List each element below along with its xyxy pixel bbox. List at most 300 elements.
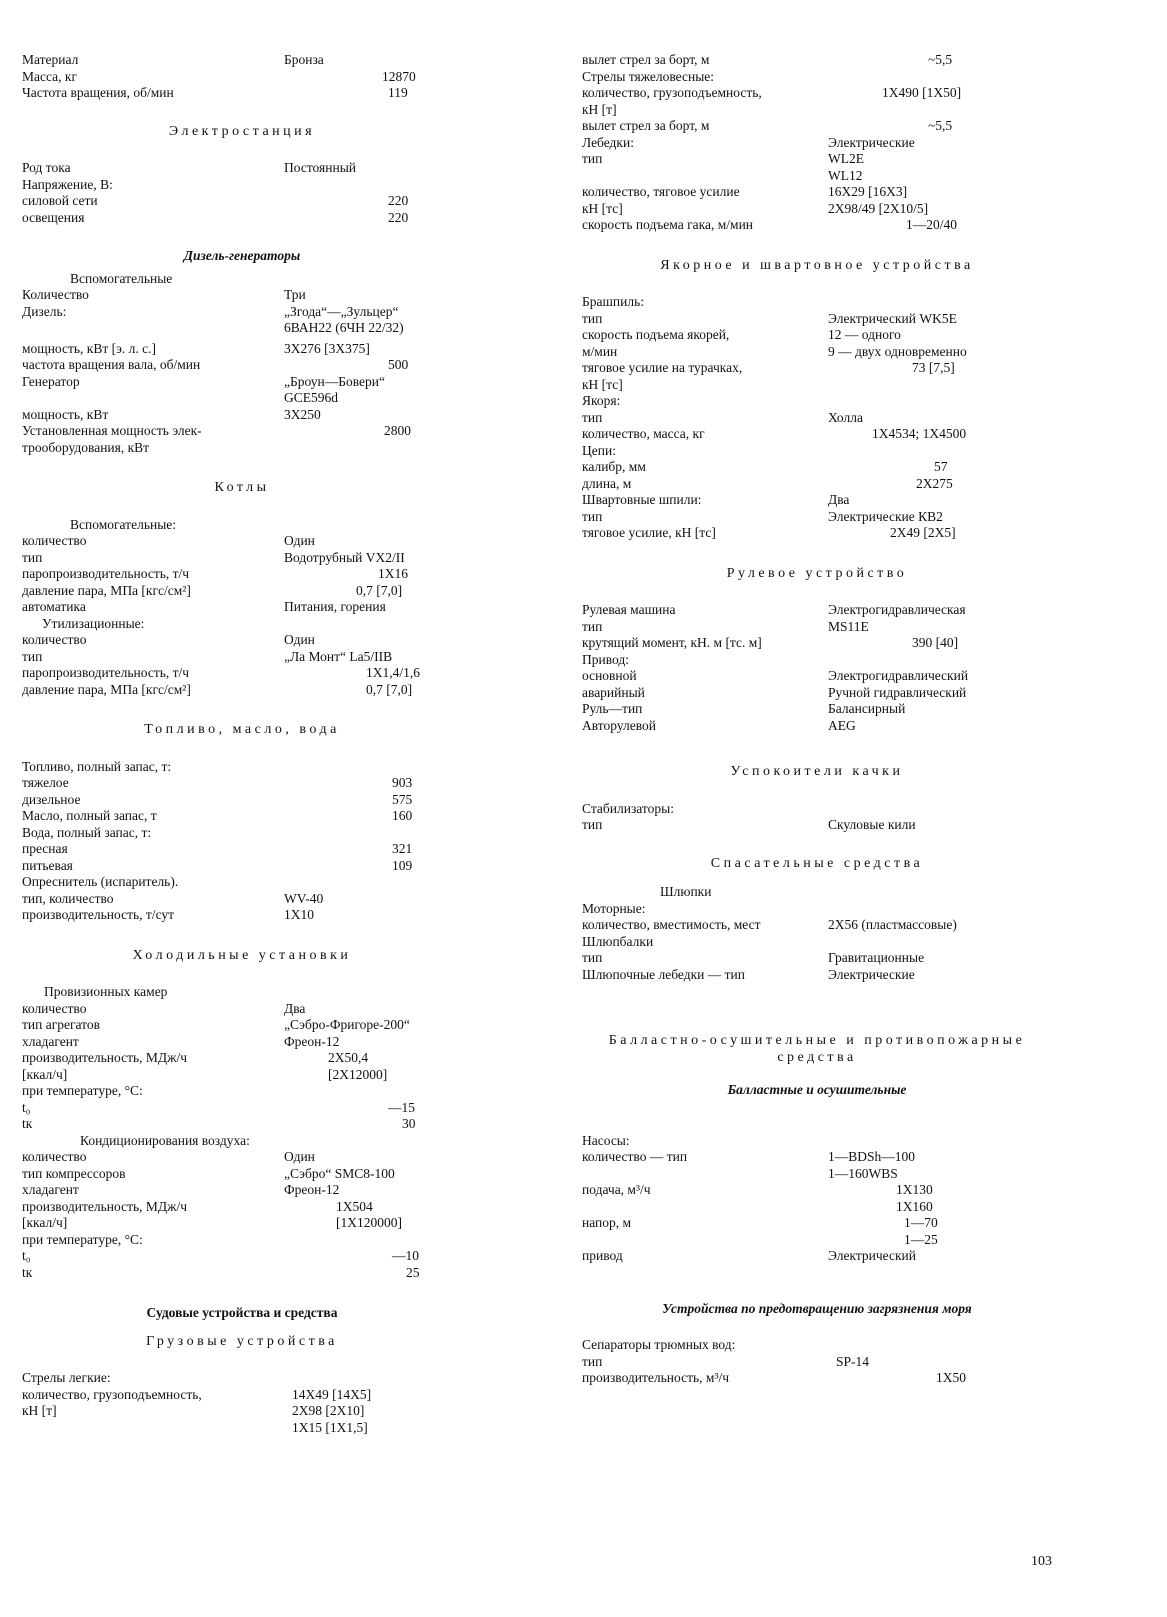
spec-value: 3Х276 [3Х375]: [284, 340, 370, 356]
spec-row: [582, 360, 1052, 377]
spec-label: tк: [22, 1116, 33, 1131]
spec-row: [22, 357, 462, 374]
section-heading: Рулевое устройство: [726, 565, 908, 581]
spec-label: t₀: [22, 1248, 31, 1263]
spec-row: [22, 1001, 462, 1018]
spec-label: [ккал/ч]: [22, 1066, 68, 1082]
spec-label: Руль—тип: [582, 701, 643, 716]
spec-value: 1—160WBS: [828, 1165, 898, 1181]
spec-label: количество, масса, кг: [582, 426, 705, 441]
spec-value: 12870: [382, 68, 416, 84]
spec-value: 1Х50: [936, 1370, 966, 1385]
spec-row: [22, 874, 462, 891]
spec-label: давление пара, МПа [кгс/см²]: [22, 681, 191, 697]
spec-value: 1Х504: [336, 1198, 373, 1214]
spec-value: 2Х275: [916, 475, 953, 491]
spec-row: [582, 509, 1052, 526]
spec-label: хладагент: [22, 1033, 79, 1049]
spec-value: 25: [406, 1264, 420, 1280]
spec-value: 1Х160: [896, 1198, 933, 1214]
spec-label: вылет стрел за борт, м: [582, 52, 710, 67]
spec-label: трооборудования, кВт: [22, 439, 150, 455]
spec-label: Генератор: [22, 373, 80, 389]
spec-value: 1—25: [904, 1231, 938, 1247]
spec-row: [582, 1232, 1052, 1249]
spec-value: 1Х1,4/1,6: [366, 665, 420, 680]
spec-value: MS11E: [828, 618, 869, 634]
spec-value: 119: [388, 85, 408, 100]
spec-label: Количество: [22, 287, 89, 302]
spacer: [582, 734, 1052, 764]
spec-label: производительность, МДж/ч: [22, 1198, 187, 1214]
spec-value: „Сэбро“ SMC8-100: [284, 1165, 395, 1181]
spec-value: Водотрубный VX2/II: [284, 549, 405, 565]
spec-value: 1—20/40: [906, 217, 958, 232]
spec-value: 220: [388, 193, 409, 208]
spec-row: [22, 682, 462, 699]
spec-value: WV-40: [284, 890, 324, 906]
spec-label: Шлюпбалки: [582, 933, 654, 949]
section-heading: Устройства по предотвращению загрязнения моря: [662, 1300, 972, 1316]
spec-row: [582, 1370, 1052, 1387]
spec-row: [582, 685, 1052, 702]
spec-row: [22, 1420, 462, 1437]
spec-row: [582, 1337, 1052, 1354]
spec-row: [22, 583, 462, 600]
spec-row: [22, 759, 462, 776]
spec-row: [582, 443, 1052, 460]
spec-label: Напряжение, В:: [22, 176, 113, 192]
spec-label: Вода, полный запас, т:: [22, 824, 152, 840]
spec-row: [22, 775, 462, 792]
spec-label: количество, вместимость, мест: [582, 917, 761, 932]
spec-label: Стрелы легкие:: [22, 1370, 111, 1385]
spec-row: [22, 1034, 462, 1051]
spacer: [582, 1099, 1052, 1133]
spec-label: [582, 1166, 1052, 1183]
spec-label: паропроизводительность, т/ч: [22, 665, 190, 680]
spec-label: силовой сети: [22, 193, 98, 208]
spec-label: длина, м: [582, 475, 632, 491]
spec-row: [582, 201, 1052, 218]
spec-value: 0,7 [7,0]: [356, 582, 403, 598]
spec-row: [582, 344, 1052, 361]
spec-row: [22, 1232, 462, 1249]
spec-value: Три: [284, 287, 306, 302]
spec-value: ~5,5: [928, 52, 953, 67]
spec-value: AEG: [828, 717, 856, 733]
spec-label: Шлюпки: [660, 884, 712, 899]
spec-value: 3Х250: [284, 406, 321, 422]
spec-row: [582, 967, 1052, 984]
spec-row: [22, 304, 462, 321]
spec-label: tк: [22, 1264, 33, 1280]
spec-row: [582, 52, 1052, 69]
spec-row: [582, 135, 1052, 152]
spec-row: [22, 841, 462, 858]
spec-value: 2Х98 [2Х10]: [292, 1403, 365, 1418]
spec-label: Лебедки:: [582, 134, 634, 150]
spec-value: Бронза: [284, 52, 324, 67]
spec-label: [582, 1199, 1052, 1216]
spec-value: Электрогидравлическая: [828, 602, 966, 617]
spec-label: количество: [22, 1149, 87, 1164]
spacer: [22, 1322, 462, 1334]
spec-row: [582, 934, 1052, 951]
spec-label: м/мин: [582, 343, 618, 359]
spec-label: тяговое усилие, кН [тс]: [582, 525, 716, 540]
spec-value: 14Х49 [14Х5]: [292, 1386, 372, 1402]
spacer: [22, 739, 462, 759]
spec-value: „Згода“—„Зульцер“: [284, 303, 399, 319]
spec-row: [22, 177, 462, 194]
spec-row: [22, 1370, 462, 1387]
spec-value: ~5,5: [928, 118, 953, 133]
spacer: [582, 1066, 1052, 1082]
spec-value: 12 — одного: [828, 327, 901, 342]
spec-row: [582, 1182, 1052, 1199]
spacer: [582, 542, 1052, 566]
spec-row: [22, 1149, 462, 1166]
spec-row: [582, 635, 1052, 652]
spec-row: [582, 817, 1052, 834]
spec-label: автоматика: [22, 599, 86, 614]
spec-label: Авторулевой: [582, 717, 656, 733]
spec-label: тип: [582, 950, 603, 965]
spec-row: [582, 1215, 1052, 1232]
spec-row: [22, 1100, 462, 1117]
spec-row: [22, 1403, 462, 1420]
spacer: [22, 140, 462, 160]
spec-label: [582, 1232, 1052, 1249]
spec-label: Стрелы тяжеловесные:: [582, 68, 715, 84]
section-heading: Электростанция: [168, 123, 316, 139]
spec-label: Вспомогательные:: [70, 516, 177, 532]
spec-row: [22, 858, 462, 875]
spec-row: [22, 271, 462, 288]
spec-value: Питания, горения: [284, 599, 386, 614]
spec-row: [582, 217, 1052, 234]
spec-row: [582, 151, 1052, 168]
spacer: [22, 1281, 462, 1305]
spec-value: [1Х120000]: [336, 1215, 402, 1230]
spec-value: 6ВАН22 (6ЧН 22/32): [284, 320, 404, 335]
spec-value: Электрический WK5E: [828, 310, 957, 326]
spacer: [22, 964, 462, 984]
spec-value: „Ла Монт“ La5/IIB: [284, 648, 393, 664]
spec-label: тип, количество: [22, 890, 114, 906]
spec-label: Брашпиль:: [582, 294, 644, 309]
spec-value: WL12: [828, 167, 863, 183]
spacer: [22, 497, 462, 517]
spec-row: [22, 52, 462, 69]
section-heading: Успокоители качки: [730, 764, 904, 779]
spec-row: [582, 602, 1052, 619]
spec-row: [22, 390, 462, 407]
spec-row: [22, 808, 462, 825]
spec-row: [582, 652, 1052, 669]
spec-label: [ккал/ч]: [22, 1215, 68, 1230]
spec-label: Топливо, полный запас, т:: [22, 758, 172, 774]
spec-label: Вспомогательные: [70, 270, 173, 286]
spec-value: Электрические: [828, 966, 915, 982]
spec-label: Масса, кг: [22, 68, 77, 84]
spec-row: [22, 1017, 462, 1034]
spec-value: Ручной гидравлический: [828, 684, 967, 700]
spacer: [22, 1350, 462, 1370]
spec-row: [22, 1166, 462, 1183]
spacer: [582, 1265, 1052, 1301]
spacer: [22, 924, 462, 948]
spec-label: Привод:: [582, 651, 629, 667]
spec-row: [22, 1265, 462, 1282]
spec-label: Род тока: [22, 160, 71, 175]
spec-label: Насосы:: [582, 1132, 630, 1148]
spec-row: [582, 327, 1052, 344]
spec-label: Частота вращения, об/мин: [22, 85, 174, 100]
spec-row: [22, 341, 462, 358]
spec-row: [22, 1050, 462, 1067]
spec-value: 1Х490 [1Х50]: [882, 85, 962, 100]
spec-value: 1—BDSh—100: [828, 1149, 916, 1164]
spec-label: Моторные:: [582, 900, 646, 916]
spec-label: производительность, т/сут: [22, 907, 175, 922]
spacer: [582, 781, 1052, 801]
spec-label: Материал: [22, 52, 79, 67]
spec-label: тип: [582, 151, 603, 166]
spec-label: калибр, мм: [582, 459, 646, 474]
spec-row: [22, 320, 462, 337]
spec-row: [22, 69, 462, 86]
spec-value: 500: [388, 357, 409, 372]
spacer: [22, 456, 462, 480]
spec-label: t₀: [22, 1099, 31, 1115]
spec-label: Установленная мощность элек-: [22, 423, 202, 438]
spec-row: [582, 1149, 1052, 1166]
spec-row: [22, 85, 462, 102]
spec-row: [582, 492, 1052, 509]
spec-value: Фреон-12: [284, 1033, 340, 1049]
spec-label: Утилизационные:: [42, 615, 145, 631]
spec-row: [22, 550, 462, 567]
spec-value: 390 [40]: [912, 635, 959, 650]
spacer: [22, 698, 462, 722]
spec-label: мощность, кВт [э. л. с.]: [22, 340, 157, 356]
spec-label: хладагент: [22, 1182, 79, 1197]
spec-row: [22, 792, 462, 809]
spec-value: Электрогидравлический: [828, 668, 969, 683]
spacer: [582, 983, 1052, 1033]
spec-row: [582, 525, 1052, 542]
spec-value: 2Х98/49 [2Х10/5]: [828, 200, 929, 216]
spec-row: [582, 701, 1052, 718]
spec-row: [582, 393, 1052, 410]
spec-value: 73 [7,5]: [912, 360, 955, 375]
spec-value: 109: [392, 857, 413, 873]
spec-label: тяжелое: [22, 775, 69, 790]
spec-value: 2800: [384, 423, 411, 438]
spec-label: количество, грузоподъемность,: [22, 1386, 202, 1402]
spec-label: Провизионных камер: [44, 984, 168, 999]
spec-value: Гравитационные: [828, 950, 925, 965]
spec-value: Холла: [828, 409, 863, 425]
spec-value: „Сэбро-Фригоре-200“: [284, 1017, 410, 1032]
spec-label: кН [т]: [22, 1403, 57, 1418]
spec-row: [22, 440, 462, 457]
spec-row: [582, 410, 1052, 427]
spec-label: Шлюпочные лебедки — тип: [582, 966, 746, 982]
spec-label: основной: [582, 668, 637, 683]
spec-label: тип: [22, 549, 43, 565]
spec-row: [582, 884, 1052, 901]
spec-row: [22, 193, 462, 210]
spec-value: 30: [402, 1116, 416, 1131]
spec-value: 2Х49 [2Х5]: [890, 525, 956, 540]
spec-row: [582, 718, 1052, 735]
spec-row: [22, 517, 462, 534]
section-heading: Спасательные средства: [710, 855, 924, 871]
spec-row: [582, 69, 1052, 86]
spec-label: производительность, м³/ч: [582, 1370, 730, 1385]
section-heading: Якорное и швартовное устройства: [660, 257, 974, 273]
spec-row: [582, 619, 1052, 636]
spec-row: [582, 459, 1052, 476]
spec-label: Рулевая машина: [582, 602, 676, 617]
spec-label: паропроизводительность, т/ч: [22, 566, 190, 581]
spec-row: [582, 102, 1052, 119]
spec-label: Цепи:: [582, 442, 616, 458]
left-column: [22, 52, 462, 1436]
section-heading: Судовые устройства и средства: [146, 1305, 338, 1320]
spec-label: Масло, полный запас, т: [22, 808, 157, 823]
section-heading: Балластно-осушительные и противопожарные средства: [608, 1033, 1026, 1065]
spec-value: Фреон-12: [284, 1182, 340, 1197]
spec-row: [22, 374, 462, 391]
spec-row: [22, 407, 462, 424]
spec-value: 1Х130: [896, 1182, 933, 1197]
spec-value: 575: [392, 791, 413, 807]
spec-row: [582, 377, 1052, 394]
spec-row: [22, 599, 462, 616]
spec-label: скорость подъема гака, м/мин: [582, 217, 754, 232]
spec-value: Электрические: [828, 134, 915, 150]
spec-label: количество, грузоподъемность,: [582, 85, 762, 100]
spec-row: [582, 1166, 1052, 1183]
spec-row: [582, 85, 1052, 102]
spec-label: тип: [582, 409, 603, 425]
spec-value: Электрические КВ2: [828, 508, 943, 524]
spec-value: 1Х15 [1Х1,5]: [292, 1419, 368, 1435]
spec-label: тип: [582, 817, 603, 832]
spec-row: [582, 476, 1052, 493]
spec-label: пресная: [22, 841, 68, 856]
spec-row: [582, 426, 1052, 443]
spec-label: давление пара, МПа [кгс/см²]: [22, 582, 191, 598]
section-heading: Дизель-генераторы: [183, 248, 301, 263]
spec-row: [22, 210, 462, 227]
spec-row: [582, 1248, 1052, 1265]
spec-value: GCE596d: [284, 390, 338, 405]
spec-label: количество, тяговое усилие: [582, 184, 740, 199]
spec-label: привод: [582, 1248, 623, 1263]
spec-label: при температуре, °С:: [22, 1083, 143, 1098]
section-heading: Грузовые устройства: [146, 1333, 338, 1349]
spec-value: Два: [828, 492, 850, 507]
spec-row: [22, 984, 462, 1001]
spec-row: [582, 1133, 1052, 1150]
spec-label: тип: [582, 508, 603, 524]
spec-value: 9 — двух одновременно: [828, 343, 967, 359]
spec-row: [582, 311, 1052, 328]
spec-label: тип компрессоров: [22, 1165, 126, 1181]
spec-row: [22, 1182, 462, 1199]
spec-row: [22, 1067, 462, 1084]
spec-value: Постоянный: [284, 160, 356, 175]
spec-value: Электрический: [828, 1248, 917, 1263]
spec-row: [22, 533, 462, 550]
spec-value: Один: [284, 1149, 315, 1164]
spec-value: „Броун—Бовери“: [284, 373, 385, 389]
spec-value: WL2E: [828, 151, 864, 166]
spec-value: Балансирный: [828, 701, 906, 716]
spacer: [582, 274, 1052, 294]
spec-row: [582, 1354, 1052, 1371]
spec-value: 903: [392, 775, 413, 790]
spec-label: аварийный: [582, 684, 645, 700]
spec-value: 2Х50,4: [328, 1050, 369, 1065]
spec-label: вылет стрел за борт, м: [582, 118, 710, 133]
spec-row: [22, 566, 462, 583]
spec-value: 1—70: [904, 1215, 938, 1230]
spec-label: количество: [22, 533, 87, 548]
spec-label: тип: [582, 618, 603, 634]
spec-value: Один: [284, 533, 315, 548]
spec-row: [22, 1083, 462, 1100]
spec-row: [22, 1116, 462, 1133]
spec-row: [22, 632, 462, 649]
spec-value: 0,7 [7,0]: [366, 681, 413, 697]
spec-label: [22, 390, 462, 407]
spec-value: SP-14: [836, 1353, 870, 1369]
spec-label: количество: [22, 1000, 87, 1016]
spec-value: 1Х4534; 1Х4500: [872, 426, 967, 441]
spec-label: частота вращения вала, об/мин: [22, 357, 201, 372]
section-heading: Котлы: [214, 480, 270, 495]
spec-label: кН [т]: [582, 101, 617, 117]
spec-label: [22, 1420, 462, 1437]
spec-label: крутящий момент, кН. м [тс. м]: [582, 635, 762, 650]
spec-row: [582, 901, 1052, 918]
spacer: [582, 872, 1052, 884]
spec-value: 220: [388, 209, 409, 225]
spec-value: Два: [284, 1000, 306, 1016]
spec-label: количество: [22, 632, 87, 647]
spec-label: кН [тс]: [582, 200, 623, 216]
spacer: [22, 102, 462, 124]
page-number: 103: [1031, 1554, 1052, 1569]
spec-row: [582, 118, 1052, 135]
spec-label: [582, 168, 1052, 185]
spec-value: 321: [392, 841, 413, 856]
spec-label: мощность, кВт: [22, 406, 109, 422]
spec-row: [582, 668, 1052, 685]
spec-row: [22, 160, 462, 177]
spec-label: при температуре, °С:: [22, 1231, 143, 1247]
spec-label: освещения: [22, 209, 85, 225]
section-heading: Топливо, масло, вода: [144, 722, 340, 737]
spec-label: производительность, МДж/ч: [22, 1050, 187, 1065]
spacer: [582, 234, 1052, 258]
